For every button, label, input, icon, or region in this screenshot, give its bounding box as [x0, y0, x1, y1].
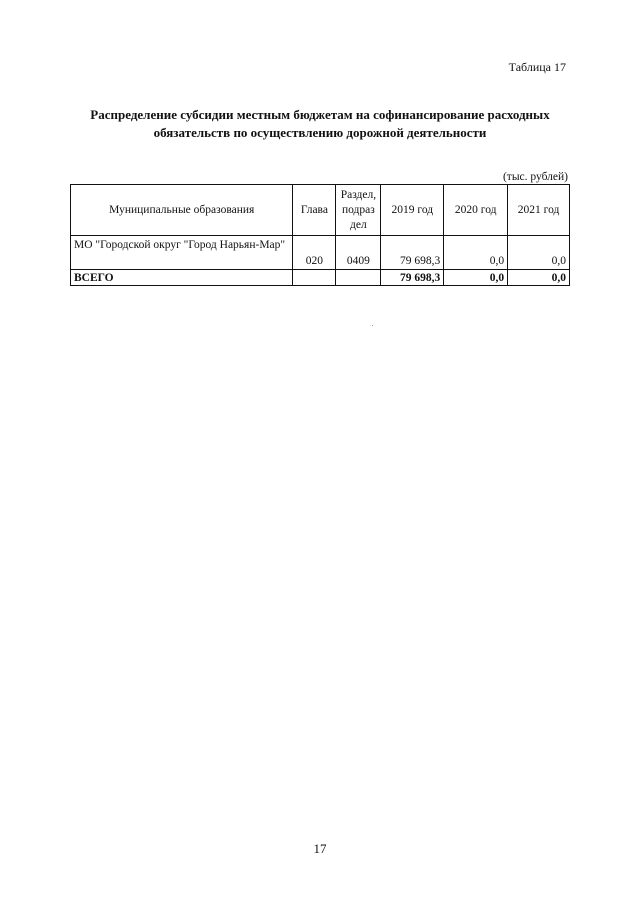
cell-2021: 0,0: [508, 236, 570, 270]
table-number-label: Таблица 17: [508, 60, 566, 74]
page-number: 17: [313, 841, 327, 856]
total-2021: 0,0: [508, 270, 570, 286]
cell-section: 0409: [336, 236, 381, 270]
header-section-line-3: дел: [350, 218, 367, 231]
total-section: [336, 270, 381, 286]
header-2019: 2019 год: [381, 185, 444, 236]
total-label: ВСЕГО: [71, 270, 293, 286]
header-section-line-1: Раздел,: [340, 188, 377, 201]
scan-speck: [372, 325, 373, 326]
header-2020: 2020 год: [444, 185, 508, 236]
cell-chapter: 020: [293, 236, 336, 270]
table-row: [71, 236, 570, 270]
subsidy-table: [70, 184, 570, 286]
cell-municipality: МО "Городской округ "Город Нарьян-Мар": [71, 236, 293, 270]
header-2021: 2021 год: [508, 185, 570, 236]
total-chapter: [293, 270, 336, 286]
header-municipality: Муниципальные образования: [71, 185, 293, 236]
document-title: [70, 106, 570, 142]
header-section-line-2: подраз: [341, 203, 375, 216]
document-title-line-1: Распределение субсидии местным бюджетам на софинансирование расходных: [90, 107, 550, 122]
cell-2020: 0,0: [444, 236, 508, 270]
units-note: (тыс. рублей): [502, 171, 568, 183]
table-header-row: [71, 185, 570, 236]
table-total-row: [71, 270, 570, 286]
total-2020: 0,0: [444, 270, 508, 286]
cell-2019: 79 698,3: [381, 236, 444, 270]
document-title-line-2: обязательств по осуществлению дорожной деятельности: [153, 125, 487, 140]
header-section: [336, 185, 381, 236]
header-chapter: Глава: [293, 185, 336, 236]
total-2019: 79 698,3: [381, 270, 444, 286]
